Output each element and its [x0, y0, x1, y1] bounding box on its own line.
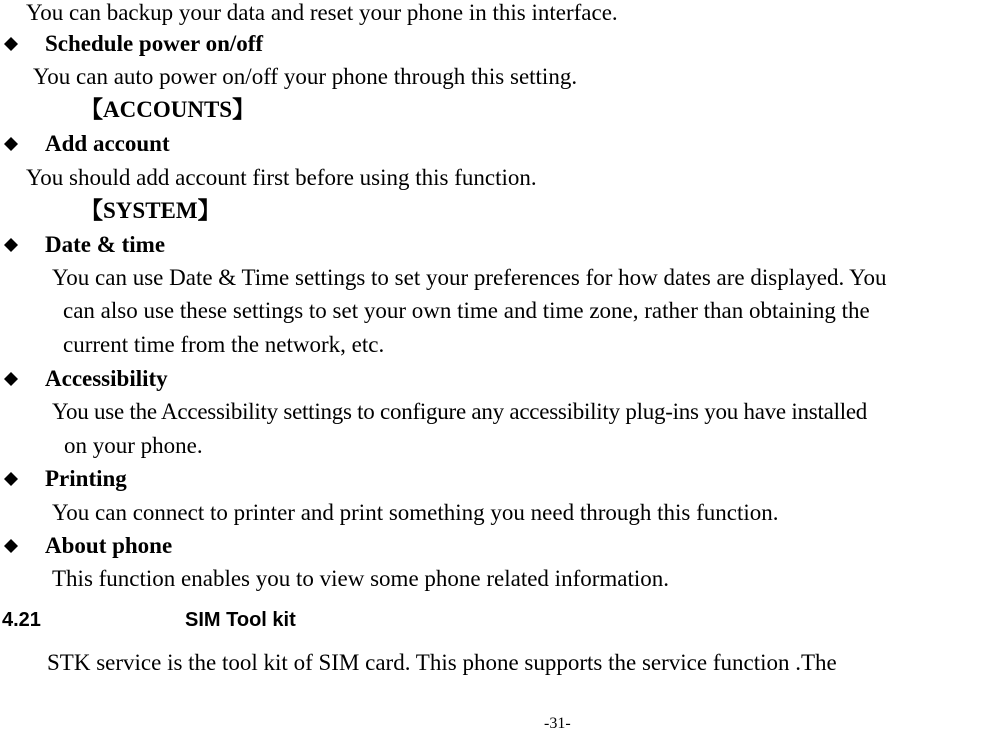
add-account-heading: Add account [45, 131, 170, 156]
page-number: -31- [544, 715, 571, 732]
diamond-bullet-icon [4, 372, 18, 386]
add-account-text: You should add account first before using this function. [26, 165, 537, 190]
section-title: SIM Tool kit [185, 609, 296, 631]
about-phone-heading: About phone [45, 533, 173, 558]
section-number: 4.21 [2, 609, 41, 631]
date-time-heading: Date & time [45, 232, 166, 257]
schedule-power-text: You can auto power on/off your phone through this setting. [33, 64, 578, 89]
printing-text: You can connect to printer and print something you need through this function. [52, 500, 779, 525]
accessibility-text-line-1: You use the Accessibility settings to configure any accessibility plug-ins you have installed [52, 399, 868, 424]
system-section-header: 【SYSTEM】 [80, 198, 221, 223]
date-time-text-line-2: can also use these settings to set your own time and time zone, rather than obtaining the [63, 298, 870, 323]
date-time-text-line-1: You can use Date & Time settings to set your preferences for how dates are displayed. You [52, 265, 887, 290]
about-phone-text: This function enables you to view some phone related information. [52, 566, 670, 591]
accessibility-heading: Accessibility [45, 366, 168, 391]
date-time-text-line-3: current time from the network, etc. [63, 332, 385, 357]
diamond-bullet-icon [4, 238, 18, 252]
diamond-bullet-icon [4, 539, 18, 553]
printing-heading: Printing [45, 466, 127, 491]
diamond-bullet-icon [4, 37, 18, 51]
diamond-bullet-icon [4, 137, 18, 151]
accounts-section-header: 【ACCOUNTS】 [80, 97, 256, 122]
schedule-power-heading: Schedule power on/off [45, 31, 264, 56]
diamond-bullet-icon [4, 472, 18, 486]
stk-service-text: STK service is the tool kit of SIM card. This phone supports the service function .The [47, 650, 837, 675]
backup-text: You can backup your data and reset your phone in this interface. [26, 0, 618, 25]
accessibility-text-line-2: on your phone. [64, 433, 203, 458]
